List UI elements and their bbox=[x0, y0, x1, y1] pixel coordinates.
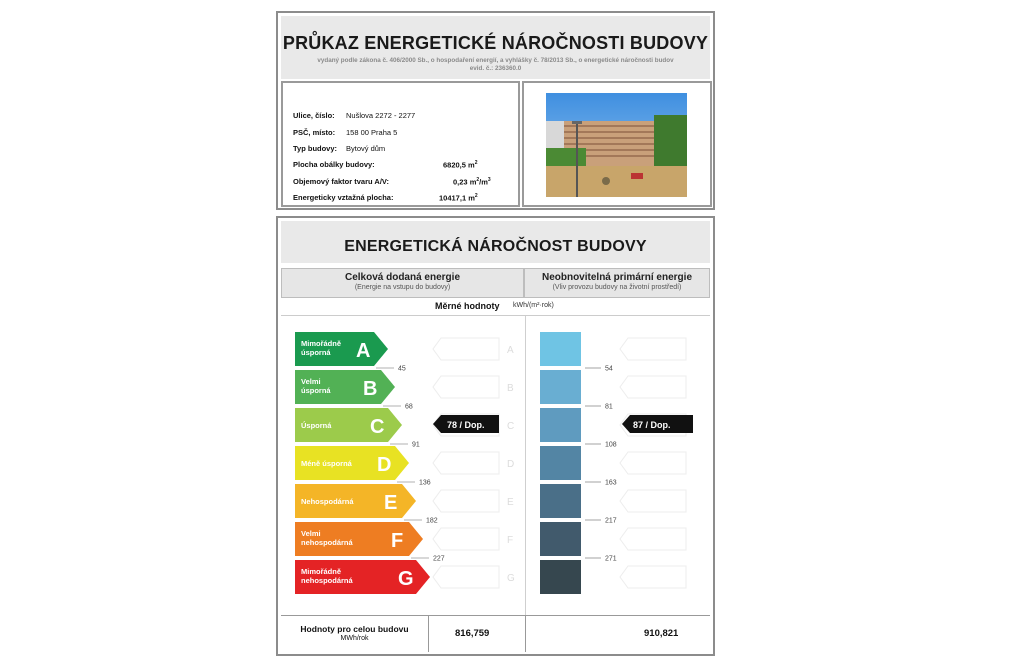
area-label: Energeticky vztažná plocha: bbox=[293, 193, 394, 202]
envelope-row bbox=[293, 160, 375, 169]
city-row bbox=[293, 128, 335, 137]
type-label: Typ budovy: bbox=[293, 144, 338, 153]
energy-class-f-label-line1: Velmi bbox=[301, 529, 321, 538]
ghost-arrow-right-g bbox=[620, 566, 686, 588]
primary-threshold-6: 271 bbox=[605, 555, 617, 563]
primary-energy-bar-c bbox=[540, 408, 581, 442]
ghost-arrow-left-a bbox=[433, 338, 499, 360]
totals-row bbox=[281, 615, 710, 651]
energy-class-d-label: Méně úsporná bbox=[301, 459, 352, 468]
primary-threshold-3: 108 bbox=[605, 441, 617, 449]
total-primary-cell bbox=[526, 616, 710, 652]
primary-energy-bar-a bbox=[540, 332, 581, 366]
ghost-letter-d: D bbox=[507, 459, 515, 470]
delivered-threshold-3: 91 bbox=[412, 441, 420, 449]
energy-section-title: ENERGETICKÁ NÁROČNOST BUDOVY bbox=[344, 238, 647, 255]
specific-values-unit: kWh/(m²·rok) bbox=[513, 302, 554, 309]
energy-class-b-letter: B bbox=[363, 378, 378, 400]
delivered-threshold-6: 227 bbox=[433, 555, 445, 563]
ghost-letter-a: A bbox=[507, 345, 514, 356]
primary-energy-subtitle: (Vliv provozu budovy na životní prostředí) bbox=[552, 284, 682, 291]
energy-performance-frame bbox=[276, 216, 715, 656]
registration-number: evid. č.: 236360.0 bbox=[469, 65, 522, 72]
envelope-unit-exponent: 2 bbox=[474, 160, 478, 166]
building-photo bbox=[546, 93, 687, 197]
area-unit: m bbox=[468, 193, 475, 203]
energy-class-e-letter: E bbox=[384, 492, 398, 514]
factor-unit-exponent-2: 3 bbox=[487, 177, 491, 183]
energy-class-a-label-line1: Mimořádně bbox=[301, 339, 342, 348]
specific-values-row bbox=[281, 298, 710, 316]
type-row bbox=[293, 144, 337, 153]
document-title: PRŮKAZ ENERGETICKÉ NÁROČNOSTI BUDOVY bbox=[282, 33, 709, 53]
envelope-label: Plocha obálky budovy: bbox=[293, 160, 375, 169]
energy-class-g-label-line1: Mimořádně bbox=[301, 567, 342, 576]
ghost-arrow-right-f bbox=[620, 528, 686, 550]
certificate-header-frame bbox=[276, 11, 715, 210]
energy-class-c-label: Úsporná bbox=[301, 421, 332, 430]
ghost-arrow-right-b bbox=[620, 376, 686, 398]
factor-row bbox=[293, 177, 389, 186]
ghost-letter-c: C bbox=[507, 421, 515, 432]
type-value: Bytový dům bbox=[346, 144, 386, 153]
primary-energy-bar-f bbox=[540, 522, 581, 556]
delivered-energy-header bbox=[281, 268, 524, 298]
factor-unit-exponent: 2 bbox=[476, 177, 480, 183]
primary-threshold-4: 163 bbox=[605, 479, 617, 487]
delivered-energy-subtitle: (Energie na vstupu do budovy) bbox=[354, 284, 451, 291]
street-label: Ulice, číslo: bbox=[293, 111, 335, 120]
area-value bbox=[439, 193, 478, 203]
ghost-arrow-left-e bbox=[433, 490, 499, 512]
energy-class-a-label-line2: úsporná bbox=[301, 348, 331, 357]
specific-values-label: Měrné hodnoty bbox=[435, 301, 500, 311]
building-info-box bbox=[281, 81, 520, 207]
document-subtitle bbox=[281, 57, 710, 73]
energy-class-a-letter: A bbox=[356, 340, 371, 362]
energy-title-band bbox=[281, 221, 710, 263]
factor-label: Objemový faktor tvaru A/V: bbox=[293, 177, 389, 186]
factor-number: 0,23 bbox=[453, 177, 468, 187]
totals-label-cell bbox=[281, 616, 429, 652]
delivered-threshold-4: 136 bbox=[419, 479, 431, 487]
area-number: 10417,1 bbox=[439, 193, 467, 203]
legal-basis-text: vydaný podle zákona č. 406/2000 Sb., o hospodaření energií, a vyhlášky č. 78/2013 Sb., o energetické náročnosti budov bbox=[317, 57, 674, 64]
primary-energy-bar-g bbox=[540, 560, 581, 594]
energy-class-f-letter: F bbox=[391, 530, 404, 552]
ghost-letter-g: G bbox=[507, 573, 515, 584]
envelope-value bbox=[443, 160, 478, 170]
primary-rating-value: 87 / Dop. bbox=[633, 420, 671, 430]
certificate-title-band bbox=[281, 16, 710, 79]
street-row bbox=[293, 111, 335, 120]
ghost-arrow-right-d bbox=[620, 452, 686, 474]
factor-unit-divider: /m bbox=[479, 177, 488, 187]
street-value: Nušlova 2272 - 2277 bbox=[346, 111, 416, 120]
envelope-number: 6820,5 bbox=[443, 160, 466, 170]
total-delivered-value: 816,759 bbox=[455, 628, 490, 639]
factor-value bbox=[453, 177, 491, 187]
delivered-rating-value: 78 / Dop. bbox=[447, 420, 485, 430]
delivered-threshold-5: 182 bbox=[426, 517, 438, 525]
primary-threshold-5: 217 bbox=[605, 517, 617, 525]
totals-unit: MWh/rok bbox=[340, 635, 369, 642]
energy-class-g-letter: G bbox=[398, 568, 414, 590]
energy-class-e-label: Nehospodárná bbox=[301, 497, 354, 506]
factor-unit: m bbox=[469, 177, 477, 187]
area-unit-exponent: 2 bbox=[474, 193, 478, 199]
energy-class-g-label-line2: nehospodárná bbox=[301, 576, 353, 585]
primary-energy-header bbox=[524, 268, 710, 298]
energy-class-d-letter: D bbox=[377, 454, 392, 476]
ghost-letter-e: E bbox=[507, 497, 514, 508]
totals-label: Hodnoty pro celou budovu bbox=[300, 624, 409, 634]
primary-threshold-1: 54 bbox=[605, 365, 613, 373]
delivered-threshold-2: 68 bbox=[405, 403, 413, 411]
city-value: 158 00 Praha 5 bbox=[346, 128, 398, 137]
ghost-arrow-right-a bbox=[620, 338, 686, 360]
ghost-arrow-left-b bbox=[433, 376, 499, 398]
delivered-energy-title: Celková dodaná energie bbox=[344, 272, 461, 283]
building-photo-box bbox=[522, 81, 712, 207]
ghost-arrow-left-f bbox=[433, 528, 499, 550]
area-row bbox=[293, 193, 393, 202]
primary-threshold-2: 81 bbox=[605, 403, 613, 411]
primary-energy-bar-e bbox=[540, 484, 581, 518]
ghost-letter-f: F bbox=[507, 535, 514, 546]
energy-scale-chart bbox=[281, 316, 710, 615]
building-photo-illustration bbox=[546, 93, 687, 197]
energy-class-b-label-line2: úsporná bbox=[301, 386, 331, 395]
primary-energy-bar-d bbox=[540, 446, 581, 480]
energy-class-c-letter: C bbox=[370, 416, 385, 438]
primary-energy-title: Neobnovitelná primární energie bbox=[541, 272, 693, 283]
energy-class-b-label-line1: Velmi bbox=[301, 377, 321, 386]
ghost-arrow-left-d bbox=[433, 452, 499, 474]
ghost-arrow-left-g bbox=[433, 566, 499, 588]
envelope-unit: m bbox=[468, 160, 475, 170]
energy-class-f-label-line2: nehospodárná bbox=[301, 538, 353, 547]
primary-energy-bar-b bbox=[540, 370, 581, 404]
city-label: PSČ, místo: bbox=[293, 128, 336, 137]
total-primary-value: 910,821 bbox=[644, 628, 679, 639]
delivered-threshold-1: 45 bbox=[398, 365, 406, 373]
ghost-letter-b: B bbox=[507, 383, 514, 394]
total-delivered-cell bbox=[429, 616, 526, 652]
ghost-arrow-right-e bbox=[620, 490, 686, 512]
